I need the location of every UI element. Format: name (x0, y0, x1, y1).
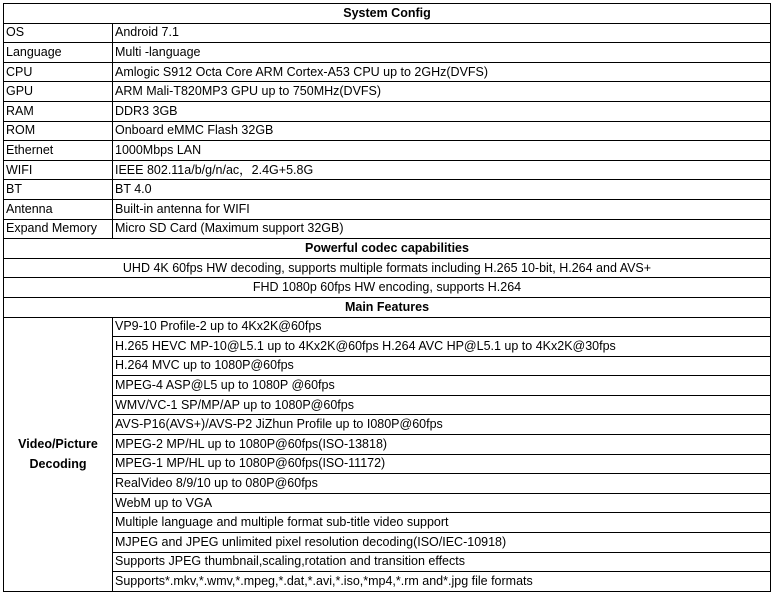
spec-row (4, 62, 771, 82)
spec-row (4, 219, 771, 239)
spec-label: Language (4, 43, 113, 63)
section-title: Powerful codec capabilities (4, 239, 771, 259)
codec-text: UHD 4K 60fps HW decoding, supports multiple formats including H.265 10-bit, H.264 and AVS+ (4, 258, 771, 278)
spec-label: Ethernet (4, 141, 113, 161)
spec-label: BT (4, 180, 113, 200)
feature-text: WebM up to VGA (113, 493, 771, 513)
feature-row (4, 552, 771, 572)
spec-row (4, 101, 771, 121)
spec-label: RAM (4, 101, 113, 121)
feature-text: VP9-10 Profile-2 up to 4Kx2K@60fps (113, 317, 771, 337)
feature-text: MPEG-4 ASP@L5 up to 1080P @60fps (113, 376, 771, 396)
spec-label: CPU (4, 62, 113, 82)
feature-text: H.265 HEVC MP-10@L5.1 up to 4Kx2K@60fps H.264 AVC HP@L5.1 up to 4Kx2K@30fps (113, 337, 771, 357)
spec-row (4, 141, 771, 161)
spec-row (4, 43, 771, 63)
spec-table (3, 3, 771, 592)
feature-text: WMV/VC-1 SP/MP/AP up to 1080P@60fps (113, 395, 771, 415)
spec-label: Antenna (4, 199, 113, 219)
feature-text: RealVideo 8/9/10 up to 080P@60fps (113, 474, 771, 494)
feature-text: MPEG-2 MP/HL up to 1080P@60fps(ISO-13818) (113, 435, 771, 455)
feature-text: Supports*.mkv,*.wmv,*.mpeg,*.dat,*.avi,*.iso,*mp4,*.rm and*.jpg file formats (113, 572, 771, 592)
spec-value: BT 4.0 (113, 180, 771, 200)
feature-text: H.264 MVC up to 1080P@60fps (113, 356, 771, 376)
spec-value: Amlogic S912 Octa Core ARM Cortex-A53 CPU up to 2GHz(DVFS) (113, 62, 771, 82)
feature-text: Supports JPEG thumbnail,scaling,rotation and transition effects (113, 552, 771, 572)
spec-label: Expand Memory (4, 219, 113, 239)
feature-row (4, 474, 771, 494)
section-header-system-config (4, 4, 771, 24)
section-title: Main Features (4, 297, 771, 317)
feature-row (4, 317, 771, 337)
feature-row (4, 435, 771, 455)
spec-label: WIFI (4, 160, 113, 180)
spec-value: 1000Mbps LAN (113, 141, 771, 161)
spec-value: Multi -language (113, 43, 771, 63)
feature-row (4, 337, 771, 357)
spec-row (4, 23, 771, 43)
codec-row (4, 258, 771, 278)
feature-row (4, 493, 771, 513)
spec-row (4, 160, 771, 180)
spec-row (4, 199, 771, 219)
feature-row (4, 376, 771, 396)
spec-value: ARM Mali-T820MP3 GPU up to 750MHz(DVFS) (113, 82, 771, 102)
feature-text: AVS-P16(AVS+)/AVS-P2 JiZhun Profile up to I080P@60fps (113, 415, 771, 435)
spec-row (4, 180, 771, 200)
section-header-codec (4, 239, 771, 259)
feature-text: MPEG-1 MP/HL up to 1080P@60fps(ISO-11172) (113, 454, 771, 474)
feature-row (4, 572, 771, 592)
feature-row (4, 454, 771, 474)
spec-row (4, 82, 771, 102)
section-title: System Config (4, 4, 771, 24)
feature-row (4, 395, 771, 415)
feature-row (4, 513, 771, 533)
spec-value: DDR3 3GB (113, 101, 771, 121)
spec-label: ROM (4, 121, 113, 141)
feature-group-label: Video/Picture Decoding (4, 317, 113, 591)
feature-row (4, 356, 771, 376)
spec-value: Android 7.1 (113, 23, 771, 43)
codec-text: FHD 1080p 60fps HW encoding, supports H.264 (4, 278, 771, 298)
spec-label: GPU (4, 82, 113, 102)
feature-row (4, 533, 771, 553)
spec-value: IEEE 802.11a/b/g/n/ac，2.4G+5.8G (113, 160, 771, 180)
spec-value: Micro SD Card (Maximum support 32GB) (113, 219, 771, 239)
spec-row (4, 121, 771, 141)
feature-row (4, 415, 771, 435)
section-header-main-features (4, 297, 771, 317)
spec-label: OS (4, 23, 113, 43)
spec-value: Built-in antenna for WIFI (113, 199, 771, 219)
codec-row (4, 278, 771, 298)
feature-text: MJPEG and JPEG unlimited pixel resolution decoding(ISO/IEC-10918) (113, 533, 771, 553)
feature-text: Multiple language and multiple format sub-title video support (113, 513, 771, 533)
spec-value: Onboard eMMC Flash 32GB (113, 121, 771, 141)
